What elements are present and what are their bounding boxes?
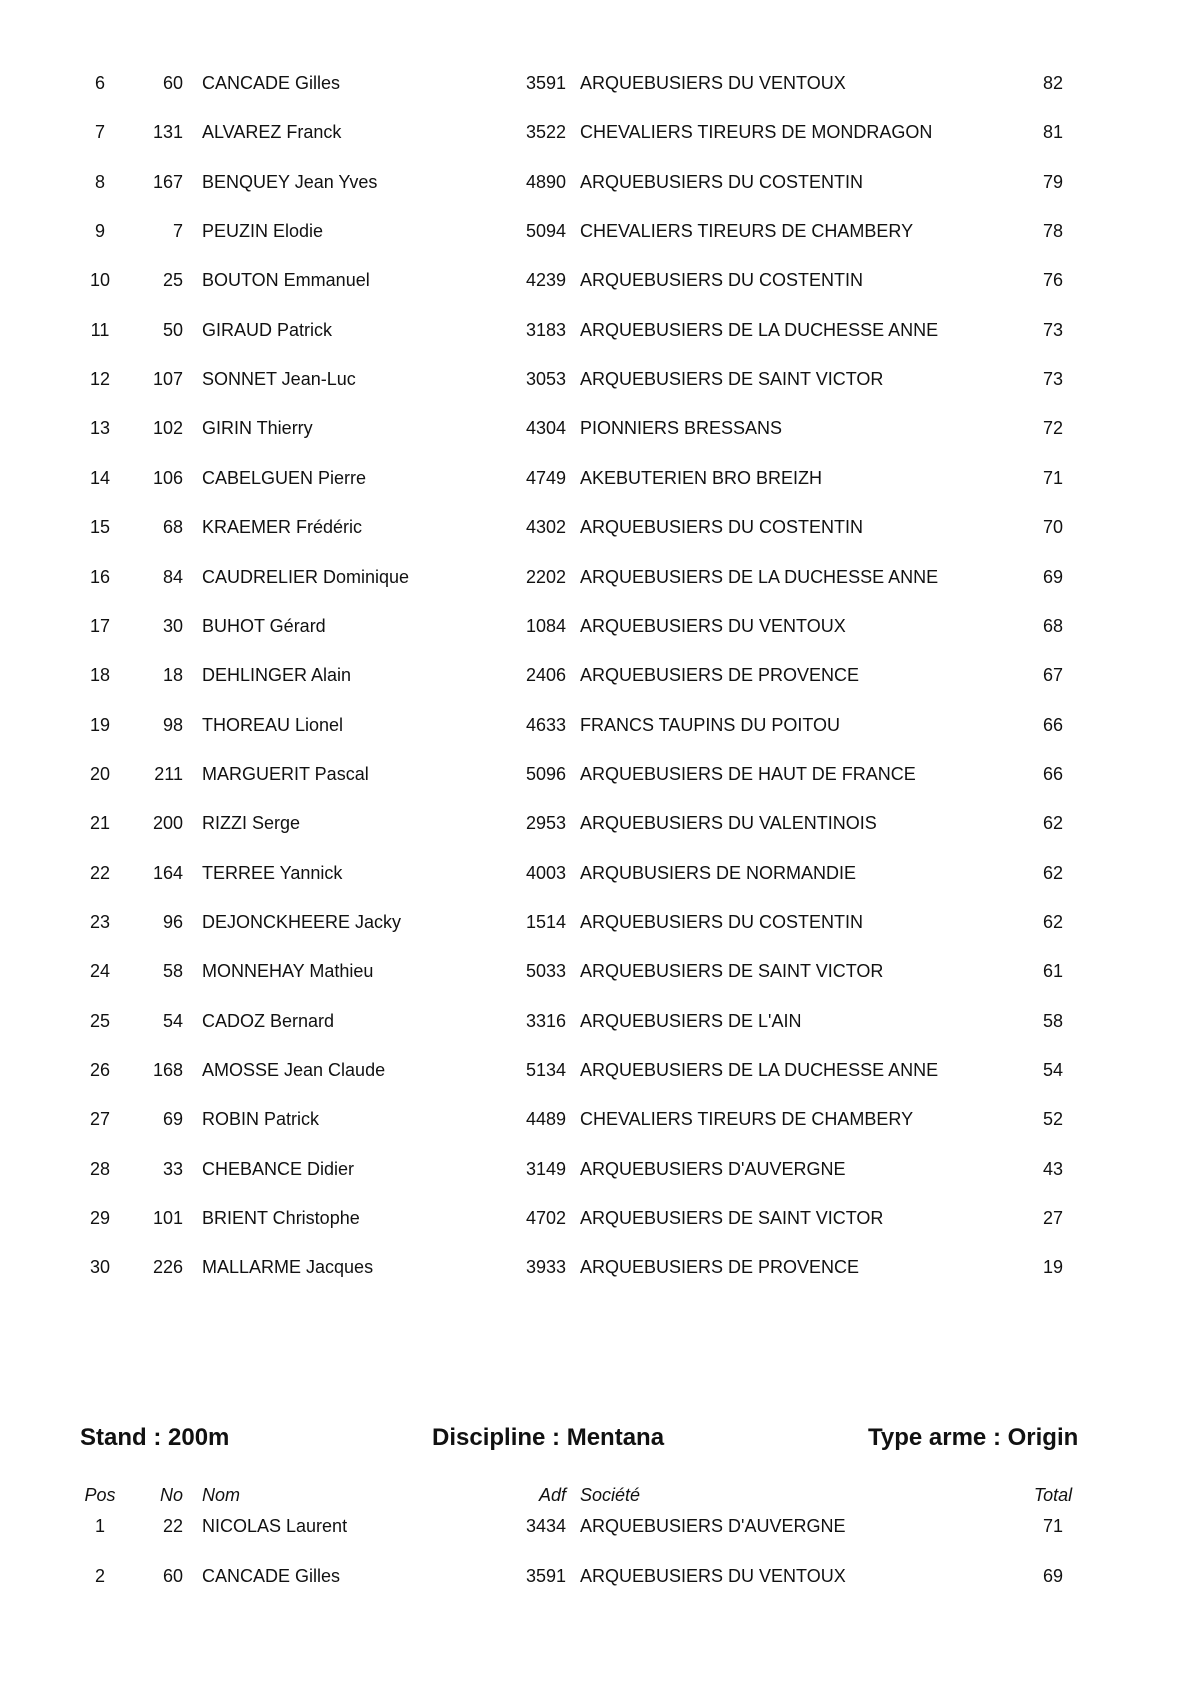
cell-total: 70 xyxy=(1042,517,1064,538)
cell-pos: 1 xyxy=(94,1516,105,1536)
cell-pos: 17 xyxy=(89,615,111,636)
cell-societe: ARQUEBUSIERS D'AUVERGNE xyxy=(580,1516,846,1536)
cell-nom: RIZZI Serge xyxy=(202,813,301,834)
cell-total: 67 xyxy=(1042,665,1064,686)
cell-societe: ARQUEBUSIERS DU COSTENTIN xyxy=(580,911,864,932)
cell-adf: 1514 xyxy=(525,911,566,932)
cell-total: 79 xyxy=(1042,171,1064,192)
cell-adf: 3522 xyxy=(525,122,566,143)
table-row xyxy=(0,759,1190,789)
table-row xyxy=(0,1154,1190,1184)
cell-adf: 3316 xyxy=(525,1010,566,1031)
cell-pos: 6 xyxy=(94,73,105,93)
cell-adf: 4239 xyxy=(525,270,566,291)
table-row xyxy=(0,1055,1190,1085)
cell-no: 102 xyxy=(152,418,183,439)
cell-pos: 21 xyxy=(89,813,111,834)
cell-societe: ARQUEBUSIERS DE SAINT VICTOR xyxy=(580,961,884,982)
cell-societe: AKEBUTERIEN BRO BREIZH xyxy=(580,467,823,488)
cell-pos: 11 xyxy=(90,319,110,340)
cell-pos: 28 xyxy=(89,1158,111,1179)
table-row xyxy=(0,562,1190,592)
table-row xyxy=(0,956,1190,986)
cell-pos: 7 xyxy=(94,122,105,143)
cell-nom: BUHOT Gérard xyxy=(202,615,326,636)
table-row xyxy=(0,315,1190,345)
cell-no: 50 xyxy=(162,319,183,340)
cell-nom: CAUDRELIER Dominique xyxy=(202,566,410,587)
cell-no: 58 xyxy=(162,961,183,982)
cell-nom: MARGUERIT Pascal xyxy=(202,763,369,784)
cell-adf: 5094 xyxy=(525,221,566,242)
cell-no: 106 xyxy=(152,467,183,488)
cell-no: 69 xyxy=(162,1109,183,1130)
table-row xyxy=(0,1203,1190,1233)
cell-total: 62 xyxy=(1042,862,1064,883)
discipline-title: Discipline : Mentana xyxy=(432,1424,665,1451)
cell-no: 200 xyxy=(152,813,183,834)
cell-pos: 29 xyxy=(89,1208,111,1229)
cell-nom: TERREE Yannick xyxy=(202,862,343,883)
cell-total: 71 xyxy=(1042,467,1064,488)
cell-nom: ROBIN Patrick xyxy=(202,1109,320,1130)
cell-nom: AMOSSE Jean Claude xyxy=(202,1060,386,1080)
cell-societe: ARQUEBUSIERS DE PROVENCE xyxy=(580,665,860,686)
cell-societe: CHEVALIERS TIREURS DE CHAMBERY xyxy=(580,1109,914,1130)
cell-societe: CHEVALIERS TIREURS DE MONDRAGON xyxy=(580,122,933,143)
cell-total: 69 xyxy=(1042,1565,1064,1586)
cell-no: 84 xyxy=(162,566,183,587)
cell-adf: 5134 xyxy=(525,1060,566,1080)
cell-total: 66 xyxy=(1042,763,1064,784)
cell-adf: 3591 xyxy=(525,73,566,93)
cell-nom: ALVAREZ Franck xyxy=(202,122,342,143)
cell-adf: 3183 xyxy=(525,319,566,340)
cell-nom: KRAEMER Frédéric xyxy=(202,517,363,538)
cell-adf: 4702 xyxy=(525,1208,566,1229)
cell-pos: 19 xyxy=(89,714,111,735)
cell-no: 25 xyxy=(162,270,183,291)
cell-adf: 4489 xyxy=(525,1109,566,1130)
cell-nom: MONNEHAY Mathieu xyxy=(202,961,374,982)
cell-nom: DEHLINGER Alain xyxy=(202,665,352,686)
cell-total: 19 xyxy=(1042,1257,1064,1278)
cell-societe: ARQUEBUSIERS DE LA DUCHESSE ANNE xyxy=(580,319,939,340)
cell-adf: 4633 xyxy=(525,714,566,735)
table-row xyxy=(0,611,1190,641)
cell-no: 131 xyxy=(152,122,183,143)
cell-societe: CHEVALIERS TIREURS DE CHAMBERY xyxy=(580,221,914,242)
cell-nom: CANCADE Gilles xyxy=(202,73,341,93)
cell-societe: ARQUEBUSIERS DE LA DUCHESSE ANNE xyxy=(580,566,939,587)
cell-total: 27 xyxy=(1042,1208,1064,1229)
table-row xyxy=(0,907,1190,937)
table-row xyxy=(0,1561,1190,1591)
cell-no: 226 xyxy=(152,1257,183,1278)
cell-societe: PIONNIERS BRESSANS xyxy=(580,418,783,439)
cell-pos: 9 xyxy=(94,221,105,242)
cell-societe: ARQUBUSIERS DE NORMANDIE xyxy=(580,862,857,883)
cell-societe: ARQUEBUSIERS DU VENTOUX xyxy=(580,73,846,93)
cell-total: 62 xyxy=(1042,911,1064,932)
table-row xyxy=(0,413,1190,443)
table-row xyxy=(0,117,1190,147)
cell-total: 73 xyxy=(1042,319,1064,340)
cell-nom: PEUZIN Elodie xyxy=(202,221,324,242)
table-row xyxy=(0,364,1190,394)
cell-nom: MALLARME Jacques xyxy=(202,1257,374,1278)
cell-no: 98 xyxy=(162,714,183,735)
cell-total: 71 xyxy=(1042,1516,1064,1536)
cell-adf: 4003 xyxy=(525,862,566,883)
cell-total: 43 xyxy=(1042,1158,1064,1179)
cell-societe: ARQUEBUSIERS DE LA DUCHESSE ANNE xyxy=(580,1060,939,1080)
cell-adf: 4302 xyxy=(525,517,566,538)
cell-adf: 2953 xyxy=(525,813,566,834)
cell-pos: 24 xyxy=(89,961,111,982)
cell-total: 73 xyxy=(1042,369,1064,390)
cell-pos: 16 xyxy=(89,566,111,587)
table-row xyxy=(0,808,1190,838)
cell-pos: 18 xyxy=(89,665,111,686)
table-header xyxy=(0,1480,1190,1510)
cell-societe: ARQUEBUSIERS D'AUVERGNE xyxy=(580,1158,846,1179)
cell-nom: CADOZ Bernard xyxy=(202,1010,335,1031)
cell-societe: ARQUEBUSIERS DE PROVENCE xyxy=(580,1257,860,1278)
cell-societe: ARQUEBUSIERS DU COSTENTIN xyxy=(580,517,864,538)
cell-adf: 5033 xyxy=(525,961,566,982)
table-row xyxy=(0,68,1190,98)
cell-total: 66 xyxy=(1042,714,1064,735)
cell-adf: 2202 xyxy=(525,566,566,587)
cell-societe: ARQUEBUSIERS DE L'AIN xyxy=(580,1010,802,1031)
stand-title: Stand : 200m xyxy=(80,1424,230,1451)
cell-societe: ARQUEBUSIERS DU VENTOUX xyxy=(580,615,846,636)
cell-adf: 1084 xyxy=(525,615,566,636)
weapon-type-title: Type arme : Origin xyxy=(868,1424,1079,1451)
cell-no: 60 xyxy=(162,73,183,93)
cell-total: 69 xyxy=(1042,566,1064,587)
cell-nom: NICOLAS Laurent xyxy=(202,1516,348,1536)
header-no: No xyxy=(159,1485,183,1505)
table-row xyxy=(0,710,1190,740)
cell-societe: ARQUEBUSIERS DU VENTOUX xyxy=(580,1565,846,1586)
cell-total: 68 xyxy=(1042,615,1064,636)
cell-no: 7 xyxy=(172,221,183,242)
cell-total: 52 xyxy=(1042,1109,1064,1130)
cell-no: 101 xyxy=(152,1208,183,1229)
cell-adf: 2406 xyxy=(525,665,566,686)
cell-pos: 30 xyxy=(89,1257,111,1278)
cell-adf: 4304 xyxy=(525,418,566,439)
cell-total: 82 xyxy=(1042,73,1064,93)
cell-pos: 25 xyxy=(89,1010,111,1031)
cell-societe: ARQUEBUSIERS DE HAUT DE FRANCE xyxy=(580,763,916,784)
table-row xyxy=(0,265,1190,295)
cell-adf: 3933 xyxy=(525,1257,566,1278)
header-societe: Société xyxy=(580,1485,641,1505)
cell-pos: 14 xyxy=(89,467,111,488)
cell-no: 68 xyxy=(162,517,183,538)
cell-adf: 4890 xyxy=(525,171,566,192)
cell-adf: 3591 xyxy=(525,1565,566,1586)
table-row xyxy=(0,512,1190,542)
cell-no: 107 xyxy=(152,369,183,390)
cell-no: 33 xyxy=(162,1158,183,1179)
cell-nom: GIRAUD Patrick xyxy=(202,319,333,340)
cell-pos: 8 xyxy=(94,171,105,192)
cell-pos: 15 xyxy=(89,517,111,538)
table-row xyxy=(0,1511,1190,1541)
cell-no: 22 xyxy=(162,1516,183,1536)
cell-pos: 2 xyxy=(94,1565,105,1586)
cell-adf: 4749 xyxy=(525,467,566,488)
cell-pos: 20 xyxy=(89,763,111,784)
table-row xyxy=(0,858,1190,888)
cell-total: 62 xyxy=(1042,813,1064,834)
cell-no: 211 xyxy=(154,763,183,784)
cell-nom: SONNET Jean-Luc xyxy=(202,369,356,390)
cell-adf: 3149 xyxy=(525,1158,566,1179)
cell-total: 61 xyxy=(1042,961,1064,982)
cell-nom: THOREAU Lionel xyxy=(202,714,344,735)
cell-nom: CABELGUEN Pierre xyxy=(202,467,367,488)
cell-nom: GIRIN Thierry xyxy=(202,418,313,439)
cell-no: 60 xyxy=(162,1565,183,1586)
table-row xyxy=(0,1252,1190,1282)
cell-total: 58 xyxy=(1042,1010,1064,1031)
cell-total: 76 xyxy=(1042,270,1064,291)
cell-pos: 27 xyxy=(89,1109,111,1130)
cell-pos: 26 xyxy=(89,1060,111,1080)
cell-nom: BRIENT Christophe xyxy=(202,1208,360,1229)
cell-pos: 10 xyxy=(89,270,111,291)
cell-pos: 12 xyxy=(89,369,111,390)
cell-total: 81 xyxy=(1042,122,1064,143)
cell-no: 18 xyxy=(162,665,183,686)
cell-total: 78 xyxy=(1042,221,1064,242)
cell-pos: 13 xyxy=(89,418,111,439)
cell-no: 164 xyxy=(152,862,183,883)
cell-no: 168 xyxy=(152,1060,183,1080)
cell-nom: DEJONCKHEERE Jacky xyxy=(202,911,402,932)
cell-nom: CANCADE Gilles xyxy=(202,1565,341,1586)
table-row xyxy=(0,1006,1190,1036)
header-pos: Pos xyxy=(84,1485,116,1505)
cell-no: 96 xyxy=(162,911,183,932)
cell-nom: BOUTON Emmanuel xyxy=(202,270,370,291)
cell-nom: CHEBANCE Didier xyxy=(202,1158,355,1179)
cell-societe: ARQUEBUSIERS DE SAINT VICTOR xyxy=(580,369,884,390)
table-row xyxy=(0,463,1190,493)
cell-no: 54 xyxy=(162,1010,183,1031)
cell-societe: ARQUEBUSIERS DU VALENTINOIS xyxy=(580,813,877,834)
cell-adf: 3053 xyxy=(525,369,566,390)
cell-adf: 5096 xyxy=(525,763,566,784)
cell-total: 72 xyxy=(1042,418,1064,439)
cell-pos: 23 xyxy=(89,911,111,932)
cell-adf: 3434 xyxy=(525,1516,566,1536)
table-row xyxy=(0,660,1190,690)
header-adf: Adf xyxy=(538,1485,566,1505)
cell-total: 54 xyxy=(1042,1060,1064,1080)
cell-no: 30 xyxy=(162,615,183,636)
cell-societe: ARQUEBUSIERS DE SAINT VICTOR xyxy=(580,1208,884,1229)
table-row xyxy=(0,167,1190,197)
cell-societe: ARQUEBUSIERS DU COSTENTIN xyxy=(580,171,864,192)
table-row xyxy=(0,216,1190,246)
header-nom: Nom xyxy=(202,1485,241,1505)
table-row xyxy=(0,1104,1190,1134)
cell-nom: BENQUEY Jean Yves xyxy=(202,171,378,192)
cell-pos: 22 xyxy=(89,862,111,883)
cell-no: 167 xyxy=(152,171,183,192)
cell-societe: FRANCS TAUPINS DU POITOU xyxy=(580,714,841,735)
cell-societe: ARQUEBUSIERS DU COSTENTIN xyxy=(580,270,864,291)
header-total: Total xyxy=(1033,1485,1073,1505)
